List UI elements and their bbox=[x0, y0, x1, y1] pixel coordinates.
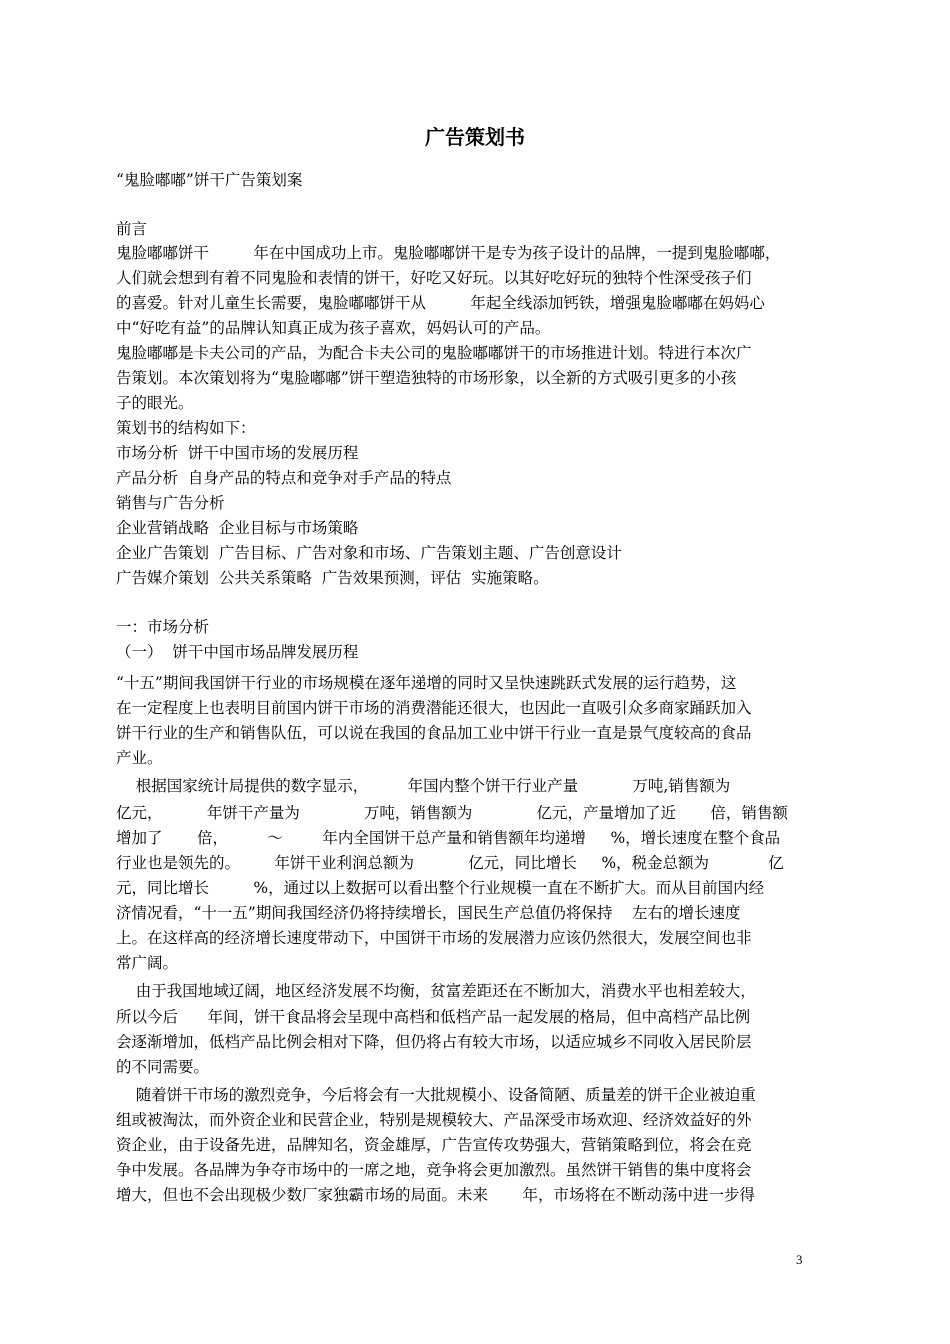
paragraph-line: 所以今后 年间，饼干食品将会呈现中高档和低档产品一起发展的格局，但中高档产品比例 bbox=[116, 1008, 751, 1026]
paragraph-line: 元，同比增长 %，通过以上数据可以看出整个行业规模一直在不断扩大。而从目前国内经 bbox=[116, 879, 765, 897]
page-number: 3 bbox=[796, 1252, 803, 1267]
paragraph-line: 常广阔。 bbox=[116, 954, 179, 972]
paragraph-line: 亿元， 年饼干产量为 万吨，销售额为 亿元，产量增加了近 倍，销售额 bbox=[116, 804, 788, 822]
structure-item: 企业广告策划 广告目标、广告对象和市场、广告策划主题、广告创意设计 bbox=[116, 544, 622, 562]
paragraph-line: 的不同需要。 bbox=[116, 1058, 210, 1076]
preface-line: 鬼脸嘟嘟饼干 年在中国成功上市。鬼脸嘟嘟饼干是专为孩子设计的品牌，一提到鬼脸嘟嘟， bbox=[116, 244, 781, 262]
paragraph-line: 增大，但也不会出现极少数厂家独霸市场的局面。未来 年，市场将在不断动荡中进一步得 bbox=[116, 1186, 755, 1204]
paragraph-line: 上。在这样高的经济增长速度带动下，中国饼干市场的发展潜力应该仍然很大，发展空间也非 bbox=[116, 929, 752, 947]
page-title: 广告策划书 bbox=[425, 125, 525, 149]
structure-item: 市场分析 饼干中国市场的发展历程 bbox=[116, 444, 359, 462]
preface-line: 策划书的结构如下： bbox=[116, 419, 256, 437]
structure-item: 产品分析 自身产品的特点和竞争对手产品的特点 bbox=[116, 469, 452, 487]
paragraph-line: 行业也是领先的。 年饼干业利润总额为 亿元，同比增长 %，税金总额为 亿 bbox=[116, 854, 784, 872]
paragraph-line: 根据国家统计局提供的数字显示， 年国内整个饼干行业产量 万吨,销售额为 bbox=[116, 777, 731, 795]
paragraph-line: 组或被淘汰，而外资企业和民营企业，特别是规模较大、产品深受市场欢迎、经济效益好的外 bbox=[116, 1111, 752, 1129]
paragraph-line: 会逐渐增加，低档产品比例会相对下降，但仍将占有较大市场，以适应城乡不同收入居民阶层 bbox=[116, 1033, 752, 1051]
preface-line: 人们就会想到有着不同鬼脸和表情的饼干，好吃又好玩。以其好吃好玩的独特个性深受孩子们 bbox=[116, 269, 752, 287]
paragraph-line: 争中发展。各品牌为争夺市场中的一席之地，竞争将会更加激烈。虽然饼干销售的集中度将会 bbox=[116, 1161, 752, 1179]
structure-item: 广告媒介策划 公共关系策略 广告效果预测，评估 实施策略。 bbox=[116, 569, 549, 587]
preface-line: 子的眼光。 bbox=[116, 394, 194, 412]
paragraph-line: 产业。 bbox=[116, 749, 163, 767]
subsection-heading: （一） 饼干中国市场品牌发展历程 bbox=[116, 643, 359, 661]
preface-line: 鬼脸嘟嘟是卡夫公司的产品，为配合卡夫公司的鬼脸嘟嘟饼干的市场推进计划。特进行本次广 bbox=[116, 344, 752, 362]
paragraph-line: 随着饼干市场的激烈竞争，今后将会有一大批规模小、设备简陋、质量差的饼干企业被迫重 bbox=[116, 1086, 756, 1104]
paragraph-line: 饼干行业的生产和销售队伍，可以说在我国的食品加工业中饼干行业一直是景气度较高的食品 bbox=[116, 724, 752, 742]
paragraph-line: 在一定程度上也表明目前国内饼干市场的消费潜能还很大，也因此一直吸引众多商家踊跃加入 bbox=[116, 699, 752, 717]
structure-item: 销售与广告分析 bbox=[116, 494, 225, 512]
paragraph-line: 济情况看，“十一五”期间我国经济仍将持续增长，国民生产总值仍将保持 左右的增长速度 bbox=[116, 904, 741, 922]
paragraph-line: “十五”期间我国饼干行业的市场规模在逐年递增的同时又呈快速跳跃式发展的运行趋势，这 bbox=[116, 674, 737, 692]
subtitle: “鬼脸嘟嘟”饼干广告策划案 bbox=[116, 171, 303, 189]
preface-line: 中“好吃有益”的品牌认知真正成为孩子喜欢，妈妈认可的产品。 bbox=[116, 319, 551, 337]
paragraph-line: 资企业，由于设备先进，品牌知名，资金雄厚，广告宣传攻势强大，营销策略到位，将会在竞 bbox=[116, 1136, 752, 1154]
preface-line: 告策划。本次策划将为“鬼脸嘟嘟”饼干塑造独特的市场形象，以全新的方式吸引更多的小孩 bbox=[116, 369, 737, 387]
structure-item: 企业营销战略 企业目标与市场策略 bbox=[116, 519, 359, 537]
preface-line: 的喜爱。针对儿童生长需要，鬼脸嘟嘟饼干从 年起全线添加钙铁，增强鬼脸嘟嘟在妈妈心 bbox=[116, 294, 765, 312]
paragraph-line: 由于我国地域辽阔，地区经济发展不均衡，贫富差距还在不断加大，消费水平也相差较大， bbox=[116, 982, 756, 1000]
preface-heading: 前言 bbox=[116, 220, 148, 238]
section-heading: 一：市场分析 bbox=[116, 618, 210, 636]
paragraph-line: 增加了 倍， ～ 年内全国饼干总产量和销售额年均递增 %，增长速度在整个食品 bbox=[116, 829, 781, 847]
